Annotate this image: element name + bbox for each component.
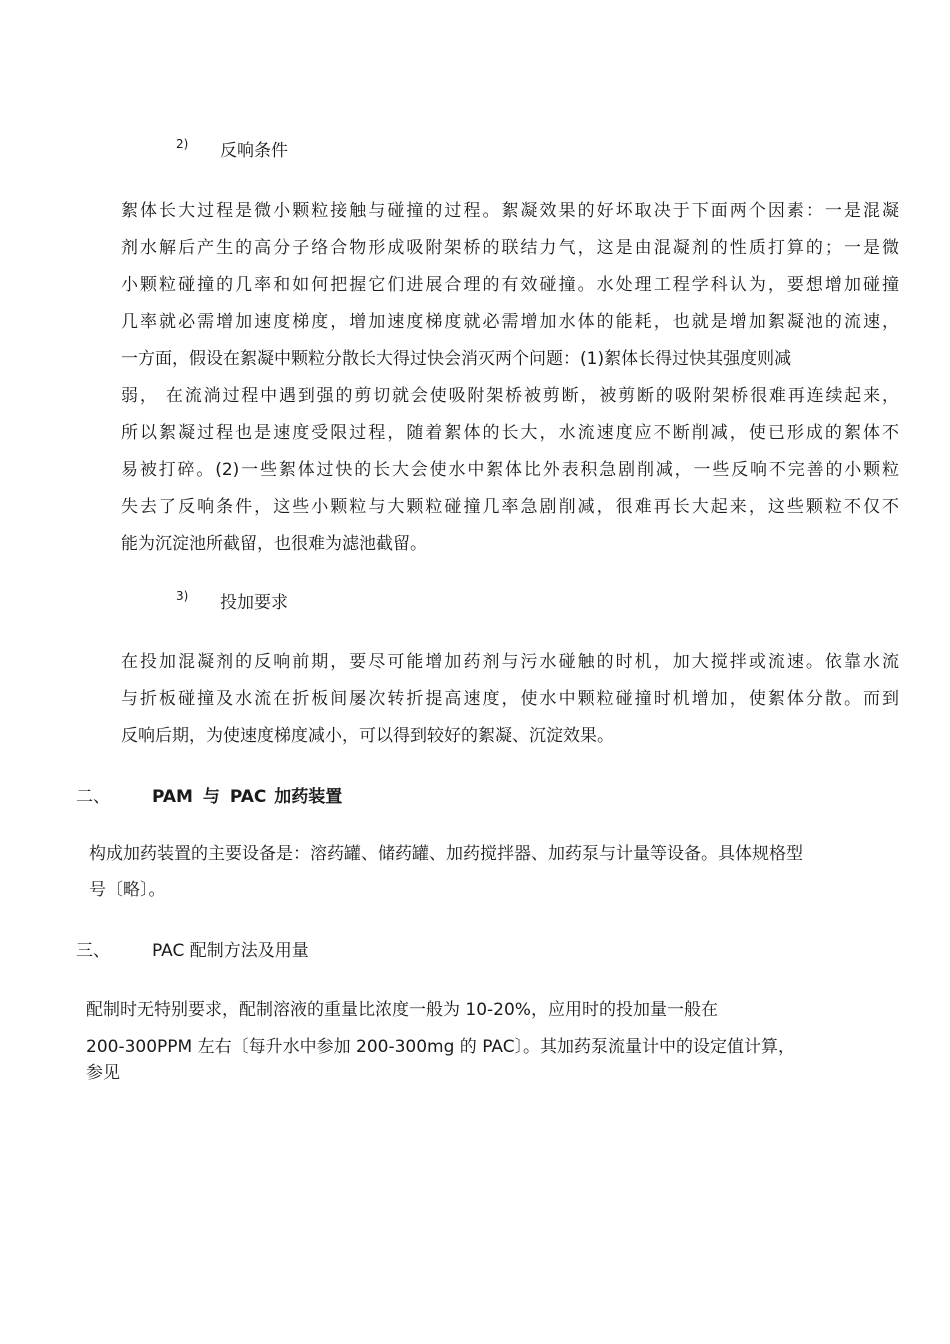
- paragraph-line: 在投加混凝剂的反响前期，要尽可能增加药剂与污水碰触的时机，加大搅拌或流速。依靠水流: [121, 652, 899, 672]
- paragraph-line: 所以絮凝过程也是速度受限过程，随着絮体的长大，水流速度应不断削减，使已形成的絮体不: [121, 423, 899, 443]
- subheading-title: 投加要求: [220, 593, 288, 613]
- paragraph-line: 与折板碰撞及水流在折板间屡次转折提高速度，使水中颗粒碰撞时机增加，使絮体分散。而到: [121, 689, 899, 709]
- paragraph-line: 一方面，假设在絮凝中颗粒分散长大得过快会消灭两个问题：(1)絮体长得过快其强度则减: [121, 349, 792, 369]
- subheading-title: 反响条件: [220, 141, 288, 161]
- section-title-part: PAC: [229, 787, 267, 807]
- section-title-part: PAM: [152, 787, 193, 807]
- paragraph-line: 易被打碎。(2)一些絮体过快的长大会使水中絮体比外表积急剧削减，一些反响不完善的小颗粒: [121, 460, 899, 480]
- paragraph-line: 号〔略〕。: [89, 880, 166, 900]
- paragraph-dosing-requirements: [121, 644, 899, 755]
- section-title-part: 与: [202, 787, 220, 807]
- paragraph-line: 几率就必需增加速度梯度，增加速度梯度就必需增加水体的能耗，也就是增加絮凝池的流速，: [121, 312, 899, 332]
- paragraph-equipment: [89, 836, 899, 908]
- section-number: 三、: [76, 941, 110, 961]
- section-title: PAC 配制方法及用量: [152, 941, 309, 961]
- subheading-number: 3): [176, 589, 189, 603]
- paragraph-line: 弱， 在流淌过程中遇到强的剪切就会使吸附架桥被剪断，被剪断的吸附架桥很难再连续起来，: [121, 386, 899, 406]
- section-title: [152, 786, 342, 808]
- paragraph-line: 剂水解后产生的高分子络合物形成吸附架桥的联结力气，这是由混凝剂的性质打算的；一是微: [121, 238, 899, 258]
- paragraph-pac-preparation: [86, 994, 906, 1026]
- paragraph-line: 参见: [86, 1063, 120, 1083]
- paragraph-line: 反响后期，为使速度梯度减小，可以得到较好的絮凝、沉淀效果。: [121, 726, 614, 746]
- paragraph-line: 小颗粒碰撞的几率和如何把握它们进展合理的有效碰撞。水处理工程学科认为，要想增加碰撞: [121, 275, 899, 295]
- paragraph-floc-growth: [121, 193, 899, 563]
- paragraph-line: 能为沉淀池所截留，也很难为滤池截留。: [121, 534, 427, 554]
- subheading-number: 2): [176, 137, 189, 151]
- paragraph-line: 构成加药装置的主要设备是：溶药罐、储药罐、加药搅拌器、加药泵与计量等设备。具体规格型: [89, 844, 803, 864]
- paragraph-pac-dosage: [86, 1034, 906, 1086]
- paragraph-line: 200-300PPM 左右〔每升水中参加 200-300mg 的 PAC〕。其加药泵流量计中的设定值计算，: [86, 1037, 796, 1057]
- paragraph-line: 配制时无特别要求，配制溶液的重量比浓度一般为 10-20%，应用时的投加量一般在: [86, 1000, 718, 1020]
- section-title-part: 加药装置: [274, 787, 343, 807]
- section-number: 二、: [76, 787, 110, 807]
- paragraph-line: 失去了反响条件，这些小颗粒与大颗粒碰撞几率急剧削减，很难再长大起来，这些颗粒不仅不: [121, 497, 899, 517]
- paragraph-line: 絮体长大过程是微小颗粒接触与碰撞的过程。絮凝效果的好坏取决于下面两个因素：一是混凝: [121, 201, 899, 221]
